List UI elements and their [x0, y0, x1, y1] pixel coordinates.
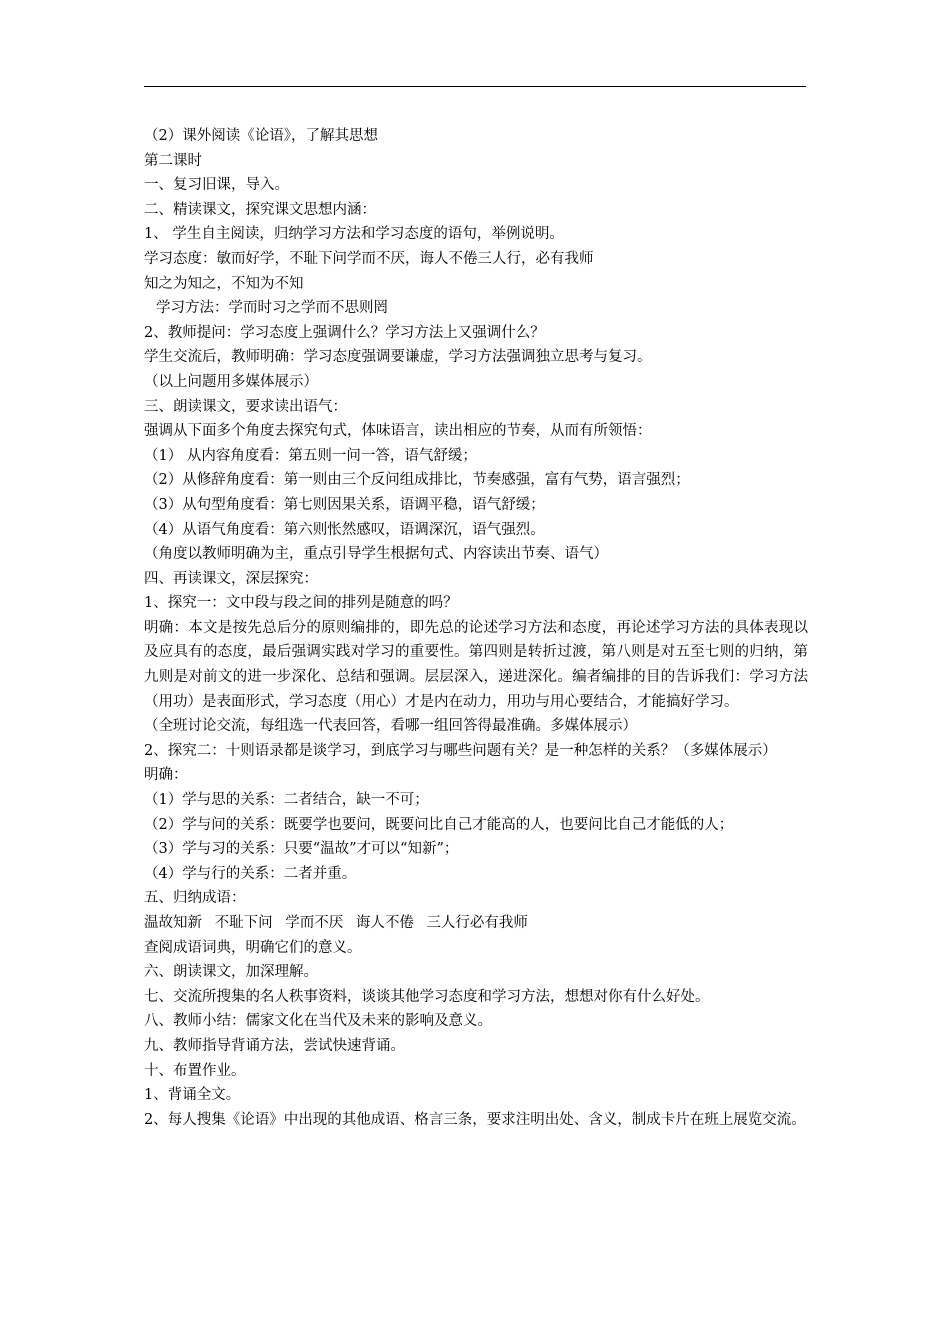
text-line: 八、教师小结：儒家文化在当代及未来的影响及意义。 — [144, 1013, 492, 1030]
text-line: 六、朗读课文，加深理解。 — [144, 964, 318, 981]
text-line: 1、 学生自主阅读，归纳学习方法和学习态度的语句，举例说明。 — [144, 226, 564, 243]
paragraph: 2、每人搜集《论语》中出现的其他成语、格言三条，要求注明出处、含义，制成卡片在班上展览交流。 — [144, 1111, 806, 1128]
text-line: （2）从修辞角度看：第一则由三个反问组成排比，节奏感强，富有气势，语言强烈； — [144, 472, 690, 489]
text-line: （4）学与行的关系：二者并重。 — [144, 865, 357, 882]
text-line: 1、探究一：文中段与段之间的排列是随意的吗？ — [144, 595, 458, 612]
idiom-list — [144, 911, 808, 936]
text-line: 三、朗读课文，要求读出语气： — [144, 398, 347, 415]
document-body — [144, 124, 808, 1132]
text-line: （角度以教师明确为主，重点引导学生根据句式、内容读出节奏、语气） — [144, 546, 608, 563]
text-line: 强调从下面多个角度去探究句式，体味语言，读出相应的节奏，从而有所领悟： — [144, 423, 652, 440]
text-line: 学习方法：学而时习之学而不思则罔 — [156, 300, 388, 317]
idiom: 不耻下问 — [214, 915, 273, 931]
text-line: 五、归纳成语： — [144, 890, 246, 907]
text-line: 明确： — [144, 767, 188, 784]
text-line: （3）从句型角度看：第七则因果关系，语调平稳，语气舒缓； — [144, 496, 545, 513]
idiom: 诲人不倦 — [355, 915, 414, 931]
text-line: 九、教师指导背诵方法，尝试快速背诵。 — [144, 1037, 405, 1054]
text-line: （1）学与思的关系：二者结合，缺一不可； — [144, 792, 429, 809]
text-line: 学生交流后，教师明确：学习态度强调要谦虚，学习方法强调独立思考与复习。 — [144, 349, 652, 366]
text-line: 四、再读课文，深层探究： — [144, 570, 318, 587]
text-line: （2）学与问的关系：既要学也要问，既要问比自己才能高的人，也要问比自己才能低的人； — [144, 816, 734, 833]
text-line: （1） 从内容角度看：第五则一问一答，语气舒缓； — [144, 447, 477, 464]
text-line: 知之为知之，不知为不知 — [144, 275, 304, 292]
paragraph: 2、探究二：十则语录都是谈学习，到底学习与哪些问题有关？是一种怎样的关系？（多媒体展示） — [144, 742, 777, 759]
text-line: （全班讨论交流，每组选一代表回答，看哪一组回答得最准确。多媒体展示） — [144, 718, 637, 735]
idiom: 三人行必有我师 — [426, 915, 528, 931]
section-title: 第二课时 — [144, 152, 202, 169]
text-line: 一、复习旧课，导入。 — [144, 177, 289, 194]
text-line: （以上问题用多媒体展示） — [144, 373, 318, 390]
text-line: 二、精读课文，探究课文思想内涵： — [144, 201, 376, 218]
text-line: 2、教师提问：学习态度上强调什么？学习方法上又强调什么？ — [144, 324, 545, 341]
text-line: 七、交流所搜集的名人秩事资料，谈谈其他学习态度和学习方法，想想对你有什么好处。 — [144, 988, 710, 1005]
text-line: （3）学与习的关系：只要“温故”才可以“知新”； — [144, 841, 459, 858]
text-line: 十、布置作业。 — [144, 1062, 246, 1079]
text-line: 学习态度：敏而好学，不耻下问学而不厌，诲人不倦三人行，必有我师 — [144, 250, 594, 267]
text-line: （2）课外阅读《论语》，了解其思想 — [144, 128, 378, 144]
header-rule — [144, 86, 806, 87]
text-line: 1、背诵全文。 — [144, 1087, 241, 1104]
idiom: 温故知新 — [144, 915, 202, 931]
paragraph: 明确：本文是按先总后分的原则编排的，即先总的论述学习方法和态度，再论述学习方法的具体表现以及应具有的态度，最后强调实践对学习的重要性。第四则是转折过渡，第八则是对五至七则的归纳，第九则是对前文的进一步深化、总结和强调。层层深入，递进深化。编者编排的目的告诉我们：学习方法（用功）是表面形式，学习态度（用心）才是内在动力，用功与用心要结合，才能搞好学习。 — [144, 619, 808, 710]
text-line: （4）从语气角度看：第六则怅然感叹，语调深沉，语气强烈。 — [144, 521, 545, 538]
idiom: 学而不厌 — [285, 915, 344, 931]
text-line: 查阅成语词典，明确它们的意义。 — [144, 939, 362, 956]
